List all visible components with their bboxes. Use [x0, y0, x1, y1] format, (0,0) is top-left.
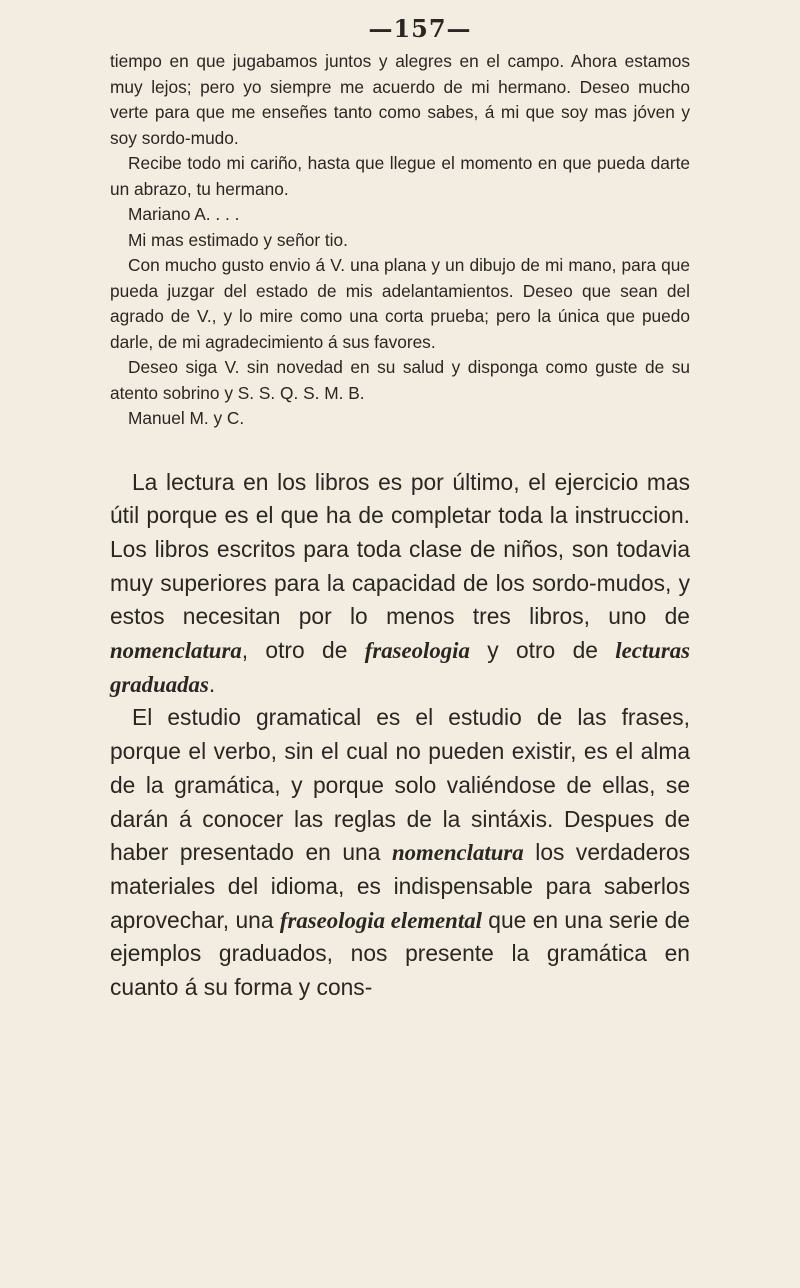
essay-p1-text-c: y otro de — [469, 637, 616, 664]
page-number: —157— — [368, 14, 472, 43]
essay-p1-text-a: La lectura en los libros es por último, el ejercicio mas útil porque es el que ha de completar toda la instruccion. Los libros escritos para toda clase de niños, son todavia muy superiores para la capacidad de los sordo-mudos, y estos necesitan por lo menos tres libros, uno de — [110, 468, 690, 630]
essay-p1-text-b: , otro de — [241, 637, 365, 664]
essay-p2-text-b: los verdaderos materiales del idioma, es indispensable para saberlos aprovechar, una — [110, 839, 690, 933]
essay-p2-italic-nomenclatura: nomenclatura — [391, 840, 524, 866]
essay-p1-italic-fraseologia: fraseologia — [364, 638, 470, 664]
letter2-salutation: Mi mas estimado y señor tio. — [128, 229, 348, 250]
essay-paragraph-1 — [110, 466, 690, 702]
letter2-signature: Manuel M. y C. — [128, 408, 245, 428]
essay-paragraph-2 — [110, 701, 690, 1004]
essay-p2-text-a: El estudio gramatical es el estudio de las frases, porque el verbo, sin el cual no pueden existir, es el alma de la gramática, y porque solo valiéndose de ellas, se darán á conocer las reglas de la sintáxis. Despues de haber presentado en una — [110, 704, 690, 866]
letter1-paragraph-2: Recibe todo mi cariño, hasta que llegue el momento en que pueda darte un abrazo, tu hermano. — [110, 153, 690, 199]
essay-body — [110, 466, 690, 1005]
letter1-paragraph-1: tiempo en que jugabamos juntos y alegres en el campo. Ahora estamos muy lejos; pero yo siempre me acuerdo de mi hermano. Deseo mucho verte para que me enseñes tanto como sabes, á mi que soy mas jóven y soy sordo-mudo. — [110, 51, 690, 148]
essay-p2-text-c: que en una serie de ejemplos graduados, nos presente la gramática en cuanto á su forma y cons- — [110, 906, 690, 1001]
essay-p1-italic-nomenclatura: nomenclatura — [110, 638, 242, 664]
essay-p1-italic-lecturas: lecturas graduadas — [110, 638, 690, 697]
letter1-signature: Mariano A. . . . — [128, 204, 240, 224]
letter-from-mariano — [110, 49, 690, 228]
essay-p1-text-d: . — [208, 670, 216, 697]
letter2-paragraph-1: Con mucho gusto envio á V. una plana y un dibujo de mi mano, para que pueda juzgar del estado de mis adelantamientos. Deseo que sean del agrado de V., y lo mire como una corta prueba; pero la única que puedo darle, de mi agradecimiento á sus favores. — [110, 255, 690, 352]
letter2-paragraph-2: Deseo siga V. sin novedad en su salud y disponga como guste de su atento sobrino y S. S. Q. S. M. B. — [110, 357, 690, 403]
essay-p2-italic-fraseologia: fraseologia elemental — [279, 907, 482, 933]
letter-from-manuel — [110, 228, 690, 432]
